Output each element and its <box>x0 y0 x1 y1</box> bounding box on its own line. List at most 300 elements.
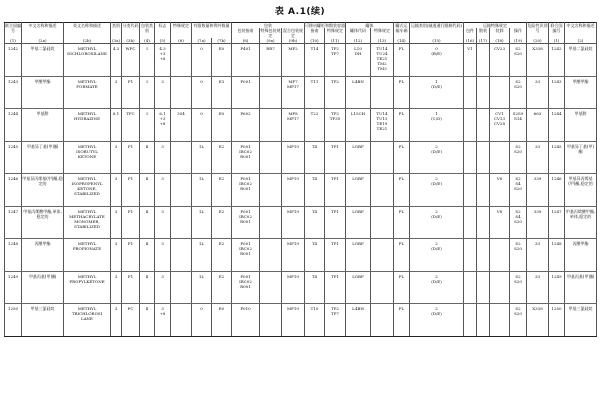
cell-un-2: 1244 <box>549 109 565 142</box>
cell-label: 4.3 +3 +8 <box>155 44 171 77</box>
cell-classification-code: F1 <box>122 239 140 272</box>
cell-excepted-quantity: E2 <box>212 206 232 239</box>
cell-limited-quantity: 0 <box>192 304 212 337</box>
cell-un: 1242 <box>5 44 22 77</box>
cell-tank-code: L4BH <box>346 304 371 337</box>
cell-un: 1248 <box>5 239 22 272</box>
header-un: 联合国编号 <box>5 23 22 39</box>
cell-st-loading: V8 <box>490 206 510 239</box>
cell-tank-special: TP2 <box>325 76 346 109</box>
column-number: (5) <box>155 38 171 44</box>
cell-st-operation: S2 S20 <box>510 44 527 77</box>
header-st-bulk: 散装 <box>477 28 490 38</box>
cell-st-loading: CV1 CV13 CV28 <box>490 109 510 142</box>
cell-name-cn-2: 甲酸甲酯 <box>565 76 597 109</box>
table-row <box>5 239 597 272</box>
transport-category-value: 2 <box>435 143 438 149</box>
cell-tank-instruction: T4 <box>305 141 325 174</box>
cell-classification-code: F1 <box>122 76 140 109</box>
header-limited-excepted: 有限数量和例外数量 <box>192 23 232 39</box>
cell-label: 6.1 +3 +8 <box>155 109 171 142</box>
column-number: (2a) <box>22 38 64 44</box>
cell-special-provisions <box>171 174 192 207</box>
cell-label: 3 <box>155 239 171 272</box>
cell-packing-group: Ⅰ <box>140 109 155 142</box>
cell-transport-category <box>410 76 464 109</box>
cell-tank-special: TP2 TP7 <box>325 44 346 77</box>
table-row <box>5 304 597 337</box>
cell-tank-vehicle: FL <box>394 239 410 272</box>
cell-tank-code: LGBF <box>346 141 371 174</box>
cell-tank-instruction: T10 <box>305 304 325 337</box>
cell-limited-quantity: 0 <box>192 44 212 77</box>
cell-hazard-id: 339 <box>527 206 549 239</box>
header-packing-instruction: 包装指南 <box>232 28 260 38</box>
cell-class: 3 <box>111 304 122 337</box>
cell-tank-special-provisions <box>371 304 394 337</box>
cell-excepted-quantity: E2 <box>212 141 232 174</box>
cell-tank-code: L15CH <box>346 109 371 142</box>
cell-name-cn-2: 甲基肼 <box>565 109 597 142</box>
cell-special-packing: RR7 <box>260 44 282 77</box>
tunnel-code: (D/E) <box>431 213 442 219</box>
cell-st-packages <box>464 304 477 337</box>
cell-excepted-quantity: E0 <box>212 44 232 77</box>
cell-st-packages: V1 <box>464 44 477 77</box>
cell-tank-special: TP1 <box>325 271 346 304</box>
cell-st-operation: S2 S4 S20 <box>510 174 527 207</box>
header-name-cn: 中文名称和描述 <box>22 23 64 39</box>
cell-transport-category <box>410 271 464 304</box>
table-row <box>5 271 597 304</box>
cell-special-provisions <box>171 44 192 77</box>
cell-st-packages <box>464 141 477 174</box>
header-name-cn-2: 中文名称和描述 <box>565 23 597 39</box>
cell-st-loading <box>490 271 510 304</box>
cell-st-bulk <box>477 109 490 142</box>
transport-category-value: 2 <box>435 306 438 311</box>
cell-st-operation: S2 S20 <box>510 304 527 337</box>
cell-tank-code: LGBF <box>346 206 371 239</box>
cell-st-bulk <box>477 271 490 304</box>
cell-tank-special: TP2 TP35 <box>325 109 346 142</box>
cell-tank-code: LGBF <box>346 271 371 304</box>
cell-classification-code: WFC <box>122 44 140 77</box>
cell-packing-instruction: P602 <box>232 109 260 142</box>
cell-packing-group: Ⅰ <box>140 76 155 109</box>
header-name-en: 英文名称和描述 <box>64 23 111 39</box>
cell-special-packing <box>260 76 282 109</box>
transport-category-value: 2 <box>435 208 438 214</box>
cell-name-cn: 甲基丙烯酸甲酯,单体,稳定的 <box>22 206 64 239</box>
cell-st-bulk <box>477 206 490 239</box>
cell-excepted-quantity: E0 <box>212 109 232 142</box>
cell-special-provisions <box>171 206 192 239</box>
column-number: (15) <box>410 38 464 44</box>
cell-st-loading <box>490 141 510 174</box>
cell-special-packing <box>260 174 282 207</box>
table-row <box>5 174 597 207</box>
header-special-provisions: 特殊规定 <box>171 23 192 39</box>
cell-tank-vehicle: FL <box>394 76 410 109</box>
header-un-2: 联合国编号 <box>549 23 565 39</box>
column-number: (16) <box>464 38 477 44</box>
cell-classification-code: F1 <box>122 174 140 207</box>
column-number: (14) <box>394 38 410 44</box>
cell-tank-instruction: T22 <box>305 109 325 142</box>
table-body <box>5 44 597 337</box>
column-number: (1) <box>5 38 22 44</box>
cell-tank-vehicle: FL <box>394 109 410 142</box>
cell-limited-quantity: 1L <box>192 141 212 174</box>
cell-st-bulk <box>477 174 490 207</box>
cell-special-packing <box>260 271 282 304</box>
cell-name-cn-2: 丙酸甲酯 <box>565 239 597 272</box>
cell-st-loading <box>490 239 510 272</box>
cell-name-cn-2: 甲基异丁基(甲)酮 <box>565 141 597 174</box>
cell-name-cn: 甲基肼 <box>22 109 64 142</box>
cell-label: 3 <box>155 76 171 109</box>
table-row <box>5 76 597 109</box>
cell-st-bulk <box>477 44 490 77</box>
cell-hazard-id: X338 <box>527 44 549 77</box>
cell-packing-instruction: P001 IBC02 R001 <box>232 271 260 304</box>
cell-tank-instruction: T4 <box>305 174 325 207</box>
tunnel-code: (D/E) <box>431 311 442 316</box>
cell-limited-quantity: 0 <box>192 109 212 142</box>
header-st-operation: 操作 <box>510 28 527 38</box>
transport-category-value: 0 <box>435 46 438 51</box>
cell-special-provisions <box>171 76 192 109</box>
header-classification-code: 分类代码 <box>122 23 140 39</box>
cell-packing-instruction: P001 IBC02 R001 <box>232 206 260 239</box>
cell-un-2: 1247 <box>549 206 565 239</box>
cell-st-operation: S2 S20 <box>510 141 527 174</box>
header-transport-category: 运输类别(隧道通行限制代码) <box>410 23 464 39</box>
cell-packing-instruction: P001 IBC02 R001 <box>232 141 260 174</box>
cell-name-cn-2: 甲基二氯硅烷 <box>565 44 597 77</box>
cell-st-loading: V8 <box>490 174 510 207</box>
cell-st-operation: S2 S20 <box>510 76 527 109</box>
cell-special-provisions <box>171 271 192 304</box>
transport-category-value: 2 <box>435 273 438 279</box>
cell-name-en: METHYL DICHLOROSILANE <box>64 44 111 77</box>
header-tank-special-provisions: 特殊规定 <box>371 28 394 38</box>
column-number: (18) <box>490 38 510 44</box>
cell-name-cn-2: 甲基三氯硅烷 <box>565 304 597 337</box>
cell-special-provisions <box>171 304 192 337</box>
transport-category-value: 1 <box>435 78 438 84</box>
cell-st-loading: CV23 <box>490 44 510 77</box>
cell-packing-group: Ⅱ <box>140 174 155 207</box>
cell-un: 1243 <box>5 76 22 109</box>
cell-packing-group: Ⅱ <box>140 206 155 239</box>
transport-category-value: 1 <box>435 111 438 116</box>
header-portable-tanks: 可移动罐柜和散装容器 <box>305 23 345 28</box>
cell-class: 6.1 <box>111 109 122 142</box>
cell-un-2: 1246 <box>549 174 565 207</box>
cell-label: 3 +8 <box>155 304 171 337</box>
cell-name-cn-2: 甲基丙基(甲)酮 <box>565 271 597 304</box>
column-number: (7a) <box>192 38 212 44</box>
cell-name-cn: 丙酸甲酯 <box>22 239 64 272</box>
cell-label: 3 <box>155 141 171 174</box>
header-tank-instruction: 指南 <box>305 28 325 38</box>
cell-special-provisions <box>171 239 192 272</box>
cell-name-en: METHYL FORMATE <box>64 76 111 109</box>
cell-excepted-quantity: E2 <box>212 239 232 272</box>
header-tank-code: 罐体代码 <box>346 28 371 38</box>
cell-un: 1247 <box>5 206 22 239</box>
header-hazard-id: 危险性识别号 <box>527 23 549 39</box>
cell-classification-code: TFC <box>122 109 140 142</box>
cell-tank-vehicle: FL <box>394 206 410 239</box>
cell-tank-special: TP1 <box>325 206 346 239</box>
cell-limited-quantity: 0 <box>192 76 212 109</box>
cell-un-2: 1250 <box>549 304 565 337</box>
cell-tank-special-provisions <box>371 76 394 109</box>
column-number: (10) <box>305 38 325 44</box>
cell-un-2: 1243 <box>549 76 565 109</box>
header-packing-group: 包装类别 <box>140 23 155 39</box>
header-packaging: 包装 <box>232 23 305 29</box>
cell-hazard-id: 33 <box>527 76 549 109</box>
cell-un-2: 1245 <box>549 141 565 174</box>
cell-tank-vehicle: FL <box>394 44 410 77</box>
cell-transport-category <box>410 141 464 174</box>
header-tank-vehicle: 罐式运输车辆 <box>394 23 410 39</box>
cell-excepted-quantity: E2 <box>212 271 232 304</box>
cell-un-2: 1249 <box>549 271 565 304</box>
cell-tank-special-provisions <box>371 174 394 207</box>
cell-label: 3 <box>155 174 171 207</box>
column-number: (9a) <box>260 38 282 44</box>
cell-special-provisions: 354 <box>171 109 192 142</box>
column-number: (19) <box>510 38 527 44</box>
cell-tank-special: TP1 <box>325 174 346 207</box>
cell-un: 1244 <box>5 109 22 142</box>
cell-tank-instruction: T14 <box>305 44 325 77</box>
cell-tank-special-provisions <box>371 206 394 239</box>
dangerous-goods-table <box>4 22 597 337</box>
cell-transport-category <box>410 44 464 77</box>
cell-limited-quantity: 1L <box>192 271 212 304</box>
cell-un: 1245 <box>5 141 22 174</box>
column-number: (13) <box>371 38 394 44</box>
cell-st-bulk <box>477 141 490 174</box>
cell-tank-instruction: T4 <box>305 239 325 272</box>
cell-mixed-packing: MP8 MP17 <box>282 109 305 142</box>
cell-st-bulk <box>477 304 490 337</box>
cell-name-cn: 甲酸甲酯 <box>22 76 64 109</box>
column-number: (7b) <box>212 38 232 44</box>
cell-name-cn: 甲基二氯硅烷 <box>22 44 64 77</box>
cell-packing-group: Ⅰ <box>140 44 155 77</box>
cell-label: 3 <box>155 271 171 304</box>
cell-tank-instruction: T4 <box>305 271 325 304</box>
cell-tank-special-provisions: TU14 TU24 TE21 TM2 TM3 <box>371 44 394 77</box>
tunnel-code: (C/D) <box>431 116 442 121</box>
cell-name-en: METHYL TRICHLOROSI LANE <box>64 304 111 337</box>
cell-st-loading <box>490 76 510 109</box>
cell-un: 1246 <box>5 174 22 207</box>
cell-tank-code: LGBF <box>346 174 371 207</box>
cell-class: 4.3 <box>111 44 122 77</box>
cell-un-2: 1248 <box>549 239 565 272</box>
cell-hazard-id: 33 <box>527 141 549 174</box>
cell-st-packages <box>464 206 477 239</box>
cell-st-operation: S2 S4 S20 <box>510 206 527 239</box>
header-tank-special: 特殊规定 <box>325 28 346 38</box>
cell-mixed-packing: MP2 <box>282 44 305 77</box>
cell-st-bulk <box>477 76 490 109</box>
cell-st-operation: S2S9 S14 <box>510 109 527 142</box>
cell-classification-code: F1 <box>122 141 140 174</box>
column-number: (4) <box>140 38 155 44</box>
cell-packing-instruction: P001 IBC02 R001 <box>232 174 260 207</box>
cell-name-cn: 甲基三氯硅烷 <box>22 304 64 337</box>
tunnel-code: (D/E) <box>431 83 442 89</box>
cell-name-en: METHYL HYDRAZINE <box>64 109 111 142</box>
cell-hazard-id: 33 <box>527 271 549 304</box>
column-number: (9b) <box>282 38 305 44</box>
column-number: (3a) <box>111 38 121 43</box>
table-row <box>5 109 597 142</box>
column-number: (8) <box>232 38 260 44</box>
cell-tank-vehicle: FL <box>394 174 410 207</box>
cell-st-packages <box>464 174 477 207</box>
column-number: (1) <box>549 38 565 44</box>
cell-tank-special: TP2 TP7 <box>325 304 346 337</box>
cell-tank-instruction: T4 <box>305 206 325 239</box>
cell-mixed-packing: MP19 <box>282 206 305 239</box>
transport-category-value: 2 <box>435 241 438 246</box>
cell-class: 3 <box>111 76 122 109</box>
cell-tank-special-provisions <box>371 239 394 272</box>
cell-limited-quantity: 1L <box>192 174 212 207</box>
cell-hazard-id: 339 <box>527 174 549 207</box>
cell-excepted-quantity: E3 <box>212 76 232 109</box>
cell-tank-special-provisions <box>371 271 394 304</box>
cell-name-en: METHYL ISOPROPENYL KETONE, STABILIZED <box>64 174 111 207</box>
cell-class: 3 <box>111 239 122 272</box>
cell-limited-quantity: 1L <box>192 239 212 272</box>
cell-class: 3 <box>111 141 122 174</box>
cell-transport-category <box>410 304 464 337</box>
cell-name-cn: 甲基丙基(甲)酮 <box>22 271 64 304</box>
cell-name-cn-2: 甲基丙烯酸甲酯,单体,稳定的 <box>565 206 597 239</box>
cell-name-en: METHYL PROPIONATE <box>64 239 111 272</box>
cell-un: 1250 <box>5 304 22 337</box>
header-mixed-packing: 混合包装规定 <box>283 28 303 38</box>
cell-mixed-packing: MP19 <box>282 239 305 272</box>
cell-tank-code: L4BN <box>346 76 371 109</box>
transport-category-value: 2 <box>435 176 438 181</box>
column-number: (2) <box>565 38 597 44</box>
header-special-packing: 特殊包装规定 <box>260 28 281 38</box>
cell-hazard-id: 663 <box>527 109 549 142</box>
column-number: (2b) <box>64 38 111 44</box>
cell-mixed-packing: MP19 <box>282 174 305 207</box>
header-label: 标志 <box>155 23 171 39</box>
cell-special-packing <box>260 206 282 239</box>
cell-hazard-id: X338 <box>527 304 549 337</box>
cell-transport-category <box>410 174 464 207</box>
tunnel-code: (B/E) <box>431 51 442 56</box>
cell-packing-instruction: P010 <box>232 304 260 337</box>
cell-name-en: METHYL METHACRYLATE MONOMER, STABILIZED <box>64 206 111 239</box>
cell-name-cn: 甲基异丙烯基(甲)酮,稳定的 <box>22 174 64 207</box>
cell-st-operation: S2 S20 <box>510 239 527 272</box>
cell-st-packages <box>464 239 477 272</box>
column-number: (20) <box>527 38 549 44</box>
cell-tank-vehicle: FL <box>394 271 410 304</box>
header-class: 类别 <box>111 23 122 39</box>
cell-un-2: 1242 <box>549 44 565 77</box>
cell-class: 3 <box>111 206 122 239</box>
header-tank: 罐体 <box>346 23 394 29</box>
cell-tank-special-provisions <box>371 141 394 174</box>
cell-st-loading <box>490 304 510 337</box>
cell-transport-category <box>410 109 464 142</box>
cell-excepted-quantity: E2 <box>212 174 232 207</box>
cell-un: 1249 <box>5 271 22 304</box>
cell-packing-instruction: P001 <box>232 76 260 109</box>
cell-tank-code: LGBF <box>346 239 371 272</box>
cell-tank-special-provisions: TU14 TU15 TE19 TE21 <box>371 109 394 142</box>
column-number: (11) <box>325 38 346 44</box>
tunnel-code: (D/E) <box>431 246 442 251</box>
cell-mixed-packing: MP19 <box>282 271 305 304</box>
tunnel-code: (D/E) <box>431 278 442 284</box>
cell-hazard-id: 33 <box>527 239 549 272</box>
cell-st-packages <box>464 76 477 109</box>
cell-name-cn: 甲基异丁基(甲)酮 <box>22 141 64 174</box>
cell-mixed-packing: MP7 MP17 <box>282 76 305 109</box>
cell-name-en: METHYL ISOBUTYL KETONE <box>64 141 111 174</box>
cell-tank-special: TP1 <box>325 141 346 174</box>
cell-excepted-quantity: E0 <box>212 304 232 337</box>
cell-st-bulk <box>477 239 490 272</box>
cell-st-packages <box>464 109 477 142</box>
column-number: (12) <box>346 38 371 44</box>
table-title: 表 A.1(续) <box>274 7 326 17</box>
cell-tank-instruction: T11 <box>305 76 325 109</box>
cell-tank-special: TP1 <box>325 239 346 272</box>
cell-special-packing <box>260 141 282 174</box>
table-row <box>5 44 597 77</box>
cell-classification-code: F1 <box>122 206 140 239</box>
cell-name-cn-2: 甲基异丙烯基(甲)酮,稳定的 <box>565 174 597 207</box>
column-number: (3b) <box>122 38 140 44</box>
cell-limited-quantity: 1L <box>192 206 212 239</box>
cell-tank-vehicle: FL <box>394 141 410 174</box>
cell-packing-instruction: P401 <box>232 44 260 77</box>
cell-transport-category <box>410 239 464 272</box>
header-st-loading: 装卸 <box>490 28 510 38</box>
cell-packing-instruction: P001 IBC02 R001 <box>232 239 260 272</box>
tunnel-code: (D/E) <box>431 181 442 186</box>
cell-packing-group: Ⅱ <box>140 239 155 272</box>
cell-special-packing <box>260 109 282 142</box>
cell-special-packing <box>260 239 282 272</box>
table-row <box>5 141 597 174</box>
cell-packing-group: Ⅱ <box>140 141 155 174</box>
header-special-transport: 运输特殊规定 <box>464 23 527 29</box>
cell-mixed-packing: MP19 <box>282 141 305 174</box>
tunnel-code: (D/E) <box>431 148 442 154</box>
cell-class: 3 <box>111 174 122 207</box>
